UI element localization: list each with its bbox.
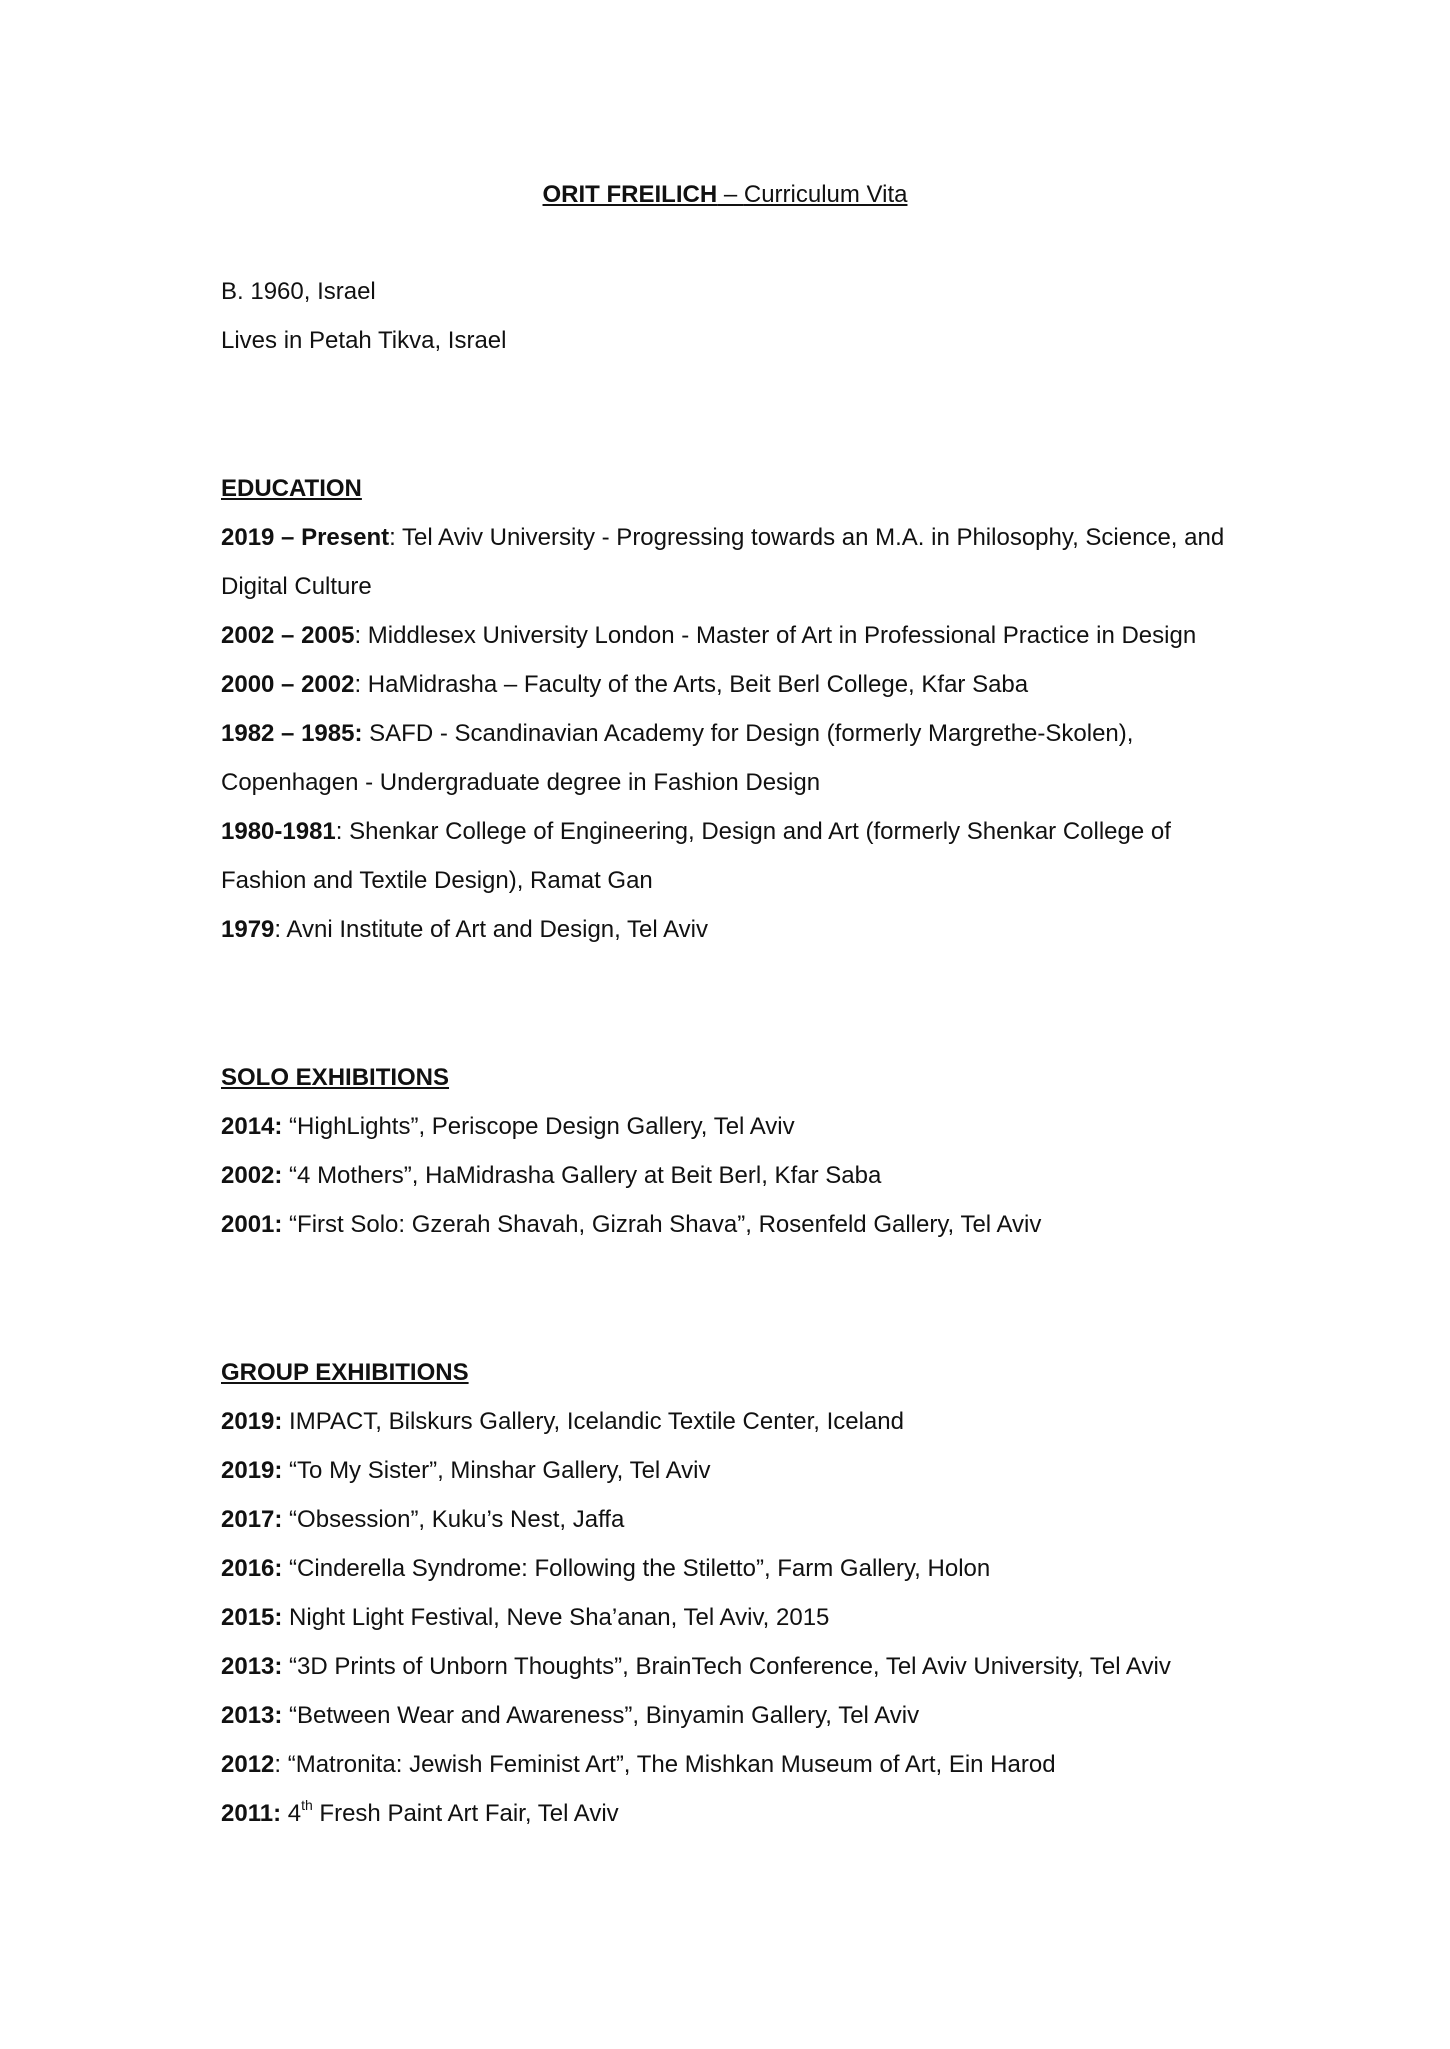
education-entry-continuation: Digital Culture	[221, 573, 372, 600]
education-entry	[221, 523, 1224, 553]
entry-year: 2015:	[221, 1604, 283, 1631]
entry-text: “Obsession”, Kuku’s Nest, Jaffa	[282, 1506, 625, 1533]
entry-text: SAFD - Scandinavian Academy for Design (formerly Margrethe-Skolen),	[362, 720, 1134, 747]
entry-text: 4	[281, 1800, 302, 1827]
entry-year: 1979	[221, 916, 275, 943]
document-subtitle: Curriculum Vita	[743, 181, 908, 208]
solo-exhibition-entry	[221, 1161, 881, 1191]
entry-year: 2002 – 2005	[221, 622, 355, 649]
entry-year: 2019 – Present	[221, 524, 390, 551]
entry-text: “Between Wear and Awareness”, Binyamin Gallery, Tel Aviv	[282, 1702, 920, 1729]
education-entry	[221, 670, 1028, 700]
entry-year: 2013:	[221, 1653, 283, 1680]
group-exhibition-entry	[221, 1701, 919, 1731]
ordinal-suffix: th	[301, 1797, 313, 1813]
group-exhibitions-heading: GROUP EXHIBITIONS	[221, 1359, 469, 1386]
group-exhibition-entry	[221, 1603, 829, 1633]
education-entry	[221, 719, 1133, 749]
entry-year: 2000 – 2002	[221, 671, 355, 698]
entry-text: “To My Sister”, Minshar Gallery, Tel Aviv	[282, 1457, 711, 1484]
entry-year: 2011:	[221, 1800, 282, 1827]
title-dash: –	[717, 181, 744, 208]
solo-exhibition-entry	[221, 1210, 1041, 1240]
entry-year: 1982 – 1985:	[221, 720, 363, 747]
birth-info: B. 1960, Israel	[221, 278, 376, 305]
entry-year: 2019:	[221, 1457, 283, 1484]
entry-text: : Middlesex University London - Master of Art in Professional Practice in Design	[354, 622, 1197, 649]
group-exhibition-entry	[221, 1407, 904, 1437]
group-exhibition-entry	[221, 1750, 1056, 1780]
entry-year: 2001:	[221, 1211, 283, 1238]
entry-year: 1980-1981	[221, 818, 336, 845]
entry-year: 2012	[221, 1751, 275, 1778]
group-exhibition-entry	[221, 1652, 1171, 1682]
artist-name: ORIT FREILICH	[542, 181, 718, 208]
solo-exhibitions-heading: SOLO EXHIBITIONS	[221, 1064, 450, 1091]
entry-text: “3D Prints of Unborn Thoughts”, BrainTech Conference, Tel Aviv University, Tel Aviv	[282, 1653, 1171, 1680]
entry-text: : HaMidrasha – Faculty of the Arts, Beit Berl College, Kfar Saba	[354, 671, 1029, 698]
entry-text-after: Fresh Paint Art Fair, Tel Aviv	[312, 1800, 619, 1827]
group-exhibition-entry	[221, 1799, 619, 1829]
education-entry-continuation: Fashion and Textile Design), Ramat Gan	[221, 867, 653, 894]
entry-text: Night Light Festival, Neve Sha’anan, Tel Aviv, 2015	[282, 1604, 830, 1631]
education-entry-continuation: Copenhagen - Undergraduate degree in Fashion Design	[221, 769, 821, 796]
group-exhibition-entry	[221, 1505, 624, 1535]
entry-text: “HighLights”, Periscope Design Gallery, Tel Aviv	[282, 1113, 795, 1140]
entry-text: “4 Mothers”, HaMidrasha Gallery at Beit Berl, Kfar Saba	[282, 1162, 882, 1189]
document-title	[0, 180, 1450, 210]
entry-text: : Tel Aviv University - Progressing towards an M.A. in Philosophy, Science, and	[389, 524, 1225, 551]
entry-year: 2013:	[221, 1702, 283, 1729]
group-exhibition-entry	[221, 1456, 711, 1486]
group-exhibition-entry	[221, 1554, 990, 1584]
residence-info: Lives in Petah Tikva, Israel	[221, 327, 507, 354]
education-heading: EDUCATION	[221, 475, 362, 502]
education-entry	[221, 915, 708, 945]
entry-year: 2019:	[221, 1408, 283, 1435]
entry-year: 2014:	[221, 1113, 283, 1140]
entry-year: 2017:	[221, 1506, 283, 1533]
entry-text: IMPACT, Bilskurs Gallery, Icelandic Textile Center, Iceland	[282, 1408, 904, 1435]
entry-year: 2016:	[221, 1555, 283, 1582]
entry-text: : Avni Institute of Art and Design, Tel Aviv	[274, 916, 708, 943]
education-entry	[221, 817, 1171, 847]
solo-exhibition-entry	[221, 1112, 795, 1142]
education-entry	[221, 621, 1196, 651]
entry-text: “Cinderella Syndrome: Following the Stiletto”, Farm Gallery, Holon	[282, 1555, 991, 1582]
entry-text: : “Matronita: Jewish Feminist Art”, The Mishkan Museum of Art, Ein Harod	[274, 1751, 1056, 1778]
entry-text: : Shenkar College of Engineering, Design and Art (formerly Shenkar College of	[335, 818, 1171, 845]
entry-text: “First Solo: Gzerah Shavah, Gizrah Shava”, Rosenfeld Gallery, Tel Aviv	[282, 1211, 1042, 1238]
entry-year: 2002:	[221, 1162, 283, 1189]
